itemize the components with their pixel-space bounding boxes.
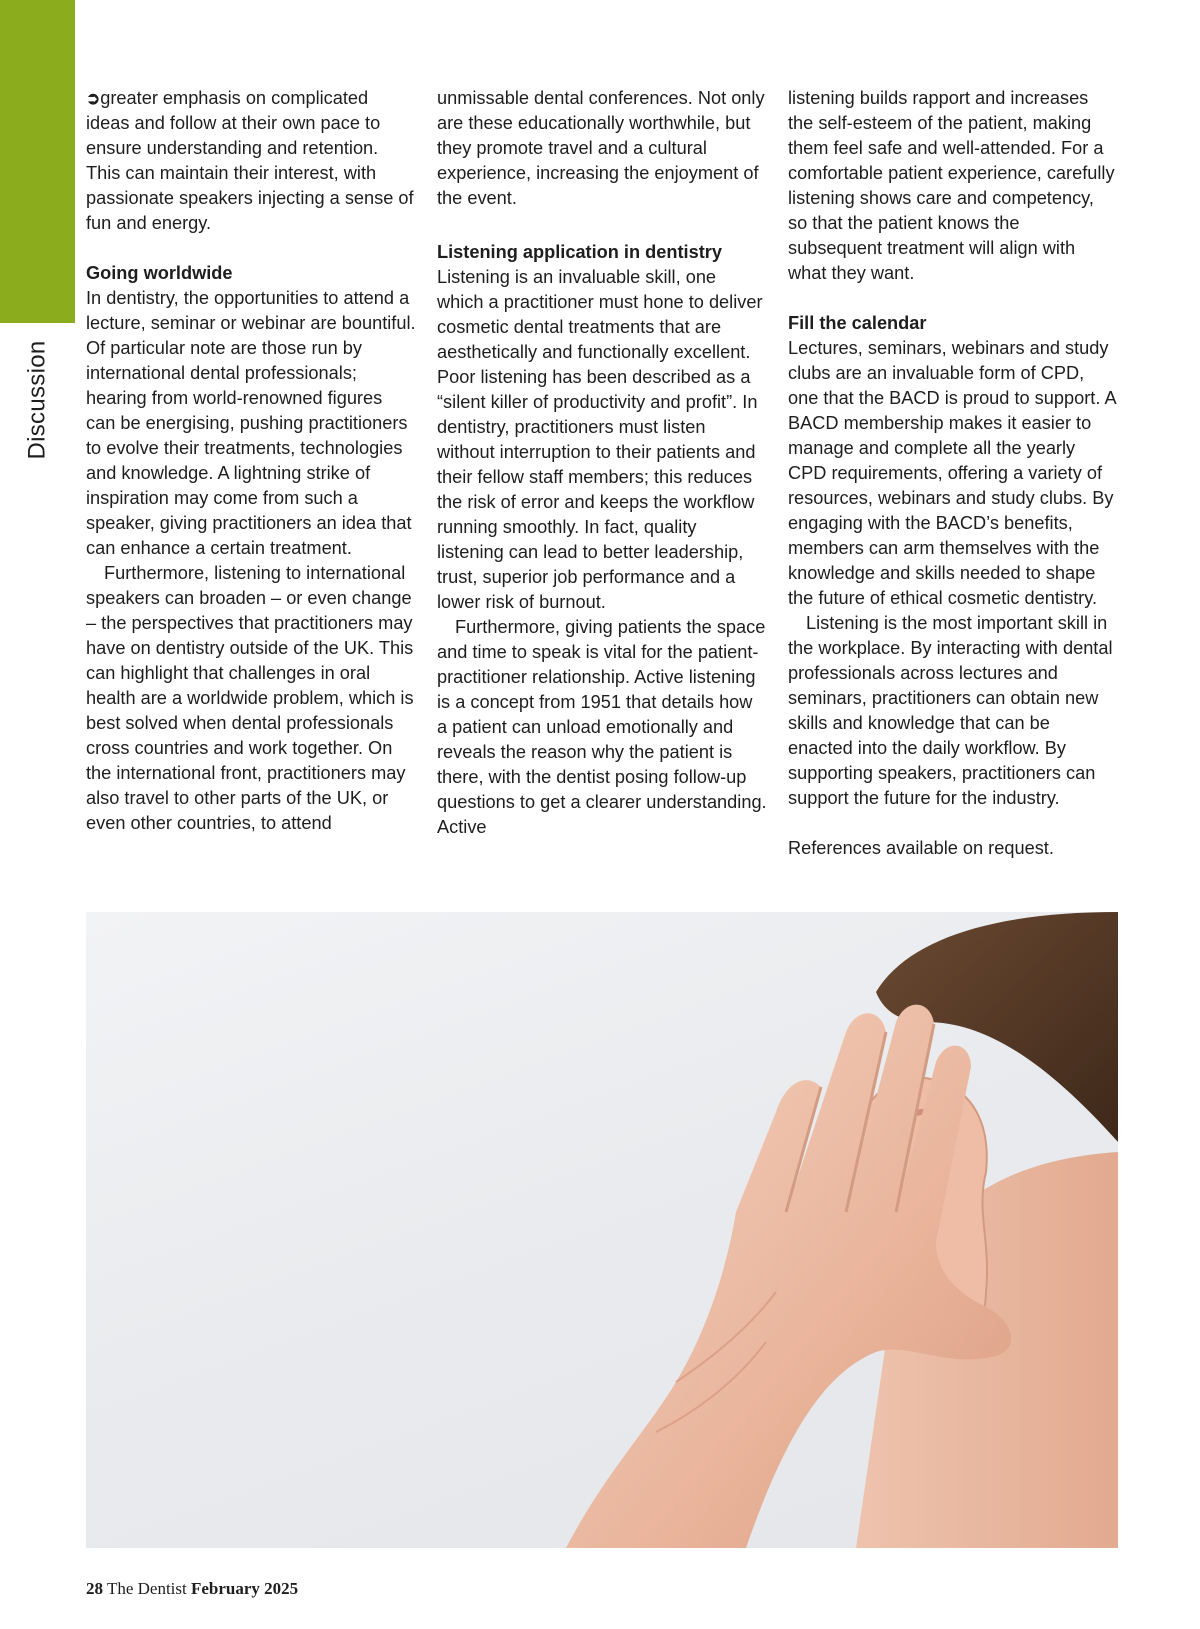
issue-date: February 2025 [191, 1579, 299, 1598]
page-footer [86, 1579, 298, 1599]
text-column-1 [86, 86, 416, 836]
paragraph: Listening is an invaluable skill, one which a practitioner must hone to deliver cosmetic dental treatments that are aesthetically and functionally excellent. Poor listening has been described as a “silent killer of productivity and profit”. In dentistry, practitioners must listen without interruption to their patients and their fellow staff members; this reduces the risk of error and keeps the workflow running smoothly. In fact, quality listening can lead to better leadership, trust, superior job performance and a lower risk of burnout. [437, 267, 763, 612]
text-column-2 [437, 86, 767, 840]
page-number: 28 [86, 1579, 103, 1598]
section-label-text: Discussion [24, 340, 52, 460]
paragraph: unmissable dental conferences. Not only are these educationally worthwhile, but they promote travel and a cultural experience, increasing the enjoyment of the event. [437, 88, 765, 208]
paragraph: listening builds rapport and increases the self-esteem of the patient, making them feel safe and well-attended. For a comfortable patient experience, carefully listening shows care and competency, so that the patient knows the subsequent treatment will align with what they want. [788, 88, 1115, 283]
paragraph: Listening is the most important skill in the workplace. By interacting with dental professionals across lectures and seminars, practitioners can obtain new skills and knowledge that can be enacted into the daily workflow. By supporting speakers, practitioners can support the future for the industry. [788, 613, 1113, 808]
paragraph: Lectures, seminars, webinars and study clubs are an invaluable form of CPD, one that the BACD is proud to support. A BACD membership makes it easier to manage and complete all the yearly CPD requirements, offering a variety of resources, webinars and study clubs. By engaging with the BACD’s benefits, members can arm themselves with the knowledge and skills needed to shape the future of ethical cosmetic dentistry. [788, 338, 1116, 608]
subheading: Going worldwide [86, 263, 233, 283]
section-color-bar [0, 0, 75, 323]
publication-name: The Dentist [106, 1579, 187, 1598]
paragraph: ➲greater emphasis on complicated ideas and follow at their own pace to ensure understanding and retention. This can maintain their interest, with passionate speakers injecting a sense of fun and energy. [86, 88, 414, 233]
subheading: Listening application in dentistry [437, 242, 722, 262]
continuation-arrow-icon: ➲ [86, 89, 101, 108]
paragraph: In dentistry, the opportunities to attend a lecture, seminar or webinar are bountiful. Of particular note are those run by international dental professionals; hearing from world-renowned figures can be energising, pushing practitioners to evolve their treatments, technologies and knowledge. A lightning strike of inspiration may come from such a speaker, giving practitioners an idea that can enhance a certain treatment. [86, 288, 416, 558]
paragraph: Furthermore, listening to international speakers can broaden – or even change – the perspectives that practitioners may have on dentistry outside of the UK. This can highlight that challenges in oral health are a worldwide problem, which is best solved when dental professionals cross countries and work together. On the international front, practitioners may also travel to other parts of the UK, or even other countries, to attend [86, 563, 414, 833]
hand-to-ear-illustration [86, 912, 1118, 1548]
text-column-3 [788, 86, 1118, 861]
subheading: Fill the calendar [788, 313, 927, 333]
listening-photo [86, 912, 1118, 1548]
references-note: References available on request. [788, 838, 1054, 858]
paragraph: Furthermore, giving patients the space and time to speak is vital for the patient-practitioner relationship. Active listening is a concept from 1951 that details how a patient can unload emotionally and reveals the reason why the patient is there, with the dentist posing follow-up questions to get a clearer understanding. Active [437, 617, 767, 837]
section-label [18, 340, 58, 460]
